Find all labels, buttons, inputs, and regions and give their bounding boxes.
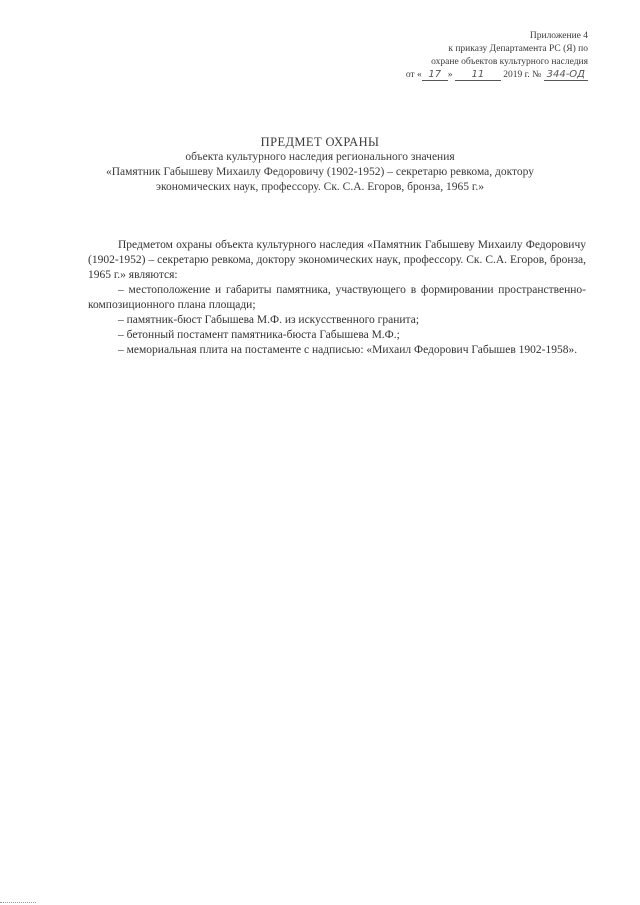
- date-year: 2019 г. №: [503, 70, 542, 80]
- list-item: – мемориальная плита на постаменте с надписью: «Михаил Федорович Габышев 1902-1958».: [118, 344, 578, 356]
- title-subtitle-2: «Памятник Габышеву Михаилу Федоровичу (1902-1952) – секретарю ревкома, доктору: [105, 166, 535, 178]
- handwritten-order-number: 344-ОД: [544, 70, 588, 81]
- handwritten-month: 11: [455, 70, 501, 81]
- list-item: – местоположение и габариты памятника, участвующего в формировании пространственно-композиционного плана площади;: [88, 284, 586, 311]
- appendix-header: [348, 30, 588, 82]
- list-item: – памятник-бюст Габышева М.Ф. из искусственного гранита;: [118, 314, 420, 326]
- document-title-block: [80, 134, 560, 195]
- scan-edge-marks: [0, 900, 36, 903]
- body-intro-paragraph: Предметом охраны объекта культурного наследия «Памятник Габышеву Михаилу Федоровичу (1902-1952) – секретарю ревкома, доктору экономических наук, профессору. Ск. С.А. Егоров, бронза, 1965 г.» являются:: [88, 239, 586, 281]
- document-body: [88, 238, 586, 358]
- appendix-date-line: [348, 69, 588, 82]
- date-mid: »: [447, 70, 453, 80]
- list-item: – бетонный постамент памятника-бюста Габышева М.Ф.;: [118, 329, 400, 341]
- title-subtitle-1: объекта культурного наследия регионального значения: [185, 151, 455, 163]
- title-subtitle-3: экономических наук, профессору. Ск. С.А. Егоров, бронза, 1965 г.»: [156, 181, 484, 193]
- document-title: ПРЕДМЕТ ОХРАНЫ: [260, 135, 380, 149]
- appendix-line-2: к приказу Департамента РС (Я) по: [448, 44, 588, 54]
- appendix-line-3: охране объектов культурного наследия: [431, 57, 588, 67]
- appendix-line-1: Приложение 4: [529, 31, 588, 41]
- date-prefix: от «: [405, 70, 422, 80]
- handwritten-day: 17: [422, 70, 448, 81]
